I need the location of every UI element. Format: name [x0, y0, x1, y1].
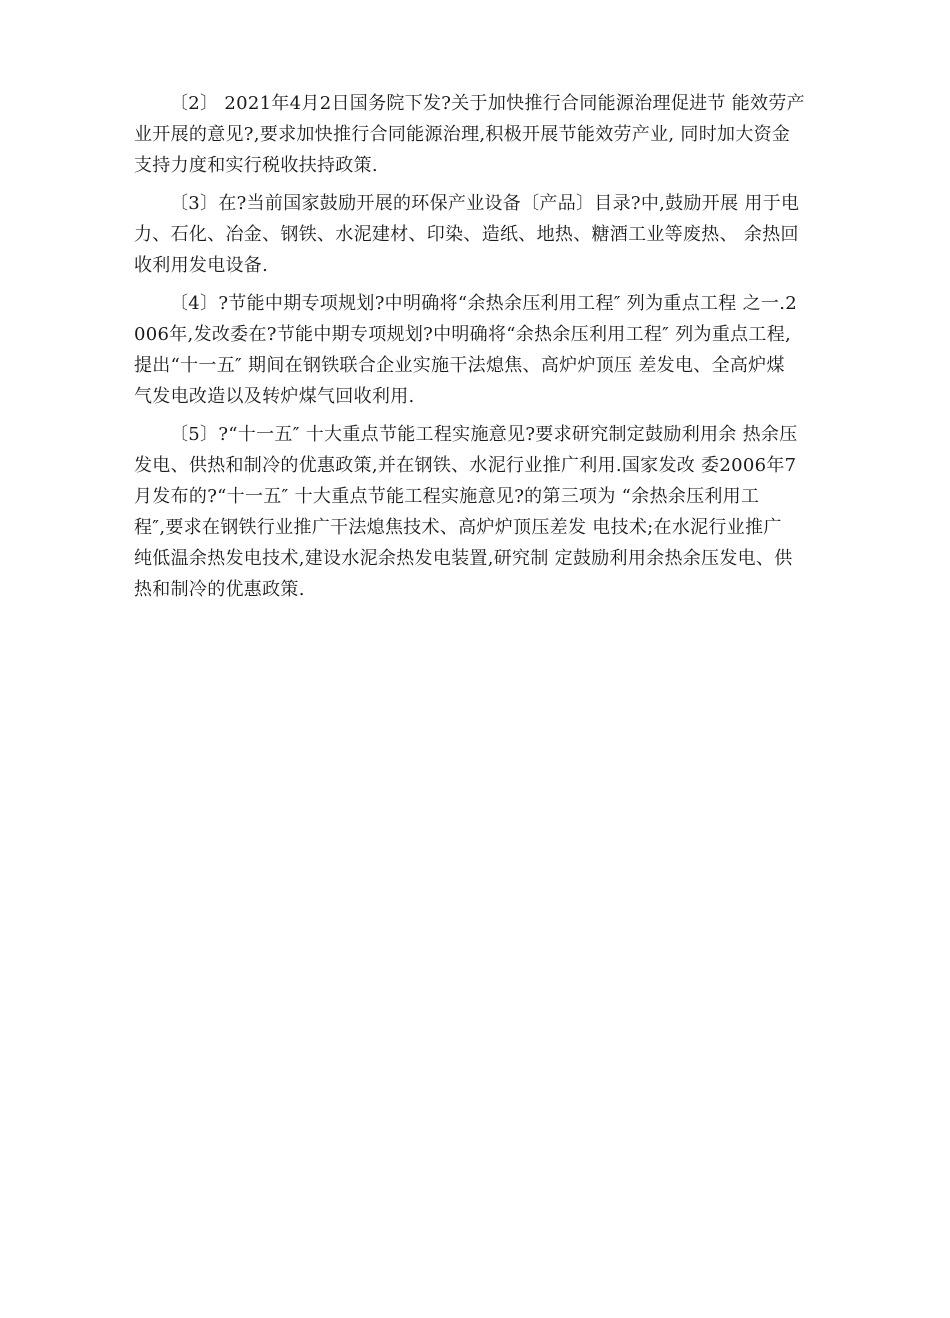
paragraph-2: 〔2〕 2021年4月2日国务院下发?关于加快推行合同能源治理促进节 能效劳产 业开展的意见?,要求加快推行合同能源治理,积极开展节能效劳产业, 同时加大资金 支持力度和实行税收扶持政策.	[134, 93, 805, 176]
paragraph-4: 〔4〕?节能中期专项规划?中明确将“余热余压利用工程″ 列为重点工程 之一.2 006年,发改委在?节能中期专项规划?中明确将“余热余压利用工程″ 列为重点工程, 提出“十一五″ 期间在钢铁联合企业实施干法熄焦、高炉炉顶压 差发电、全高炉煤 气发电改造以及转炉煤气回收利用.	[134, 293, 797, 407]
paragraph-5: 〔5〕?“十一五″ 十大重点节能工程实施意见?要求研究制定鼓励利用余 热余压 发电、供热和制冷的优惠政策,并在钢铁、水泥行业推广利用.国家发改 委2006年7 月发布的?“十一五″ 十大重点节能工程实施意见?的第三项为 “余热余压利用工 程″,要求在钢铁行业推广干法熄焦技术、高炉炉顶压差发 电技术;在水泥行业推广 纯低温余热发电技术,建设水泥余热发电装置,研究制 定鼓励利用余热余压发电、供 热和制冷的优惠政策.	[134, 424, 798, 600]
document-body	[134, 88, 836, 605]
paragraph-3: 〔3〕在?当前国家鼓励开展的环保产业设备〔产品〕目录?中,鼓励开展 用于电 力、石化、冶金、钢铁、水泥建材、印染、造纸、地热、糖酒工业等废热、 余热回 收利用发电设备.	[134, 193, 800, 276]
